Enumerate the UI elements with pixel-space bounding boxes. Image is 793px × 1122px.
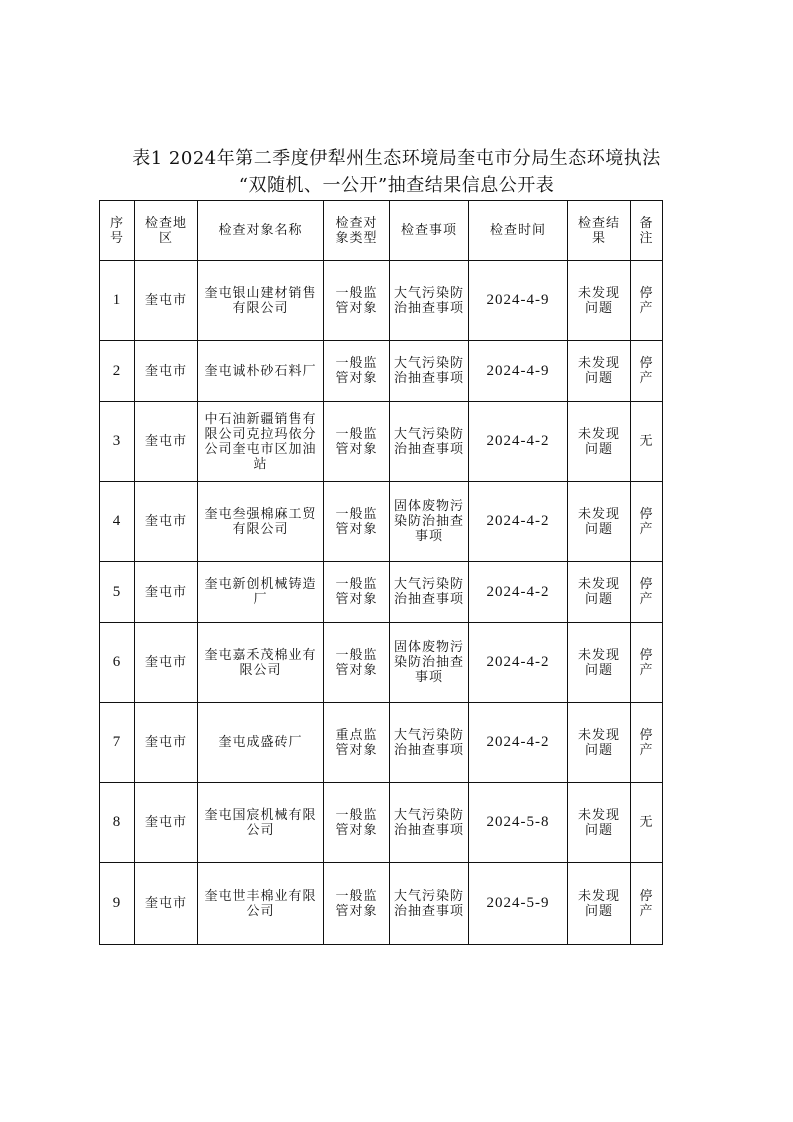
table-row: [100, 863, 663, 945]
table-row: [100, 623, 663, 703]
row-area: 奎屯市: [135, 261, 198, 341]
row-check-item: 固体废物污染防治抽查事项: [390, 482, 469, 562]
header-cell: 检查时间: [469, 201, 568, 261]
row-target-name: 奎屯世丰棉业有限公司: [198, 863, 324, 945]
row-target-name: 奎屯新创机械铸造厂: [198, 562, 324, 623]
row-check-date: 2024-4-2: [469, 623, 568, 703]
row-number: 4: [100, 482, 135, 562]
row-note: 停产: [631, 863, 663, 945]
table-row: [100, 482, 663, 562]
row-number: 8: [100, 783, 135, 863]
row-check-item: 大气污染防治抽查事项: [390, 562, 469, 623]
header-cell: 检查地区: [135, 201, 198, 261]
row-area: 奎屯市: [135, 482, 198, 562]
row-result: 未发现问题: [568, 863, 631, 945]
row-target-type: 一般监管对象: [324, 482, 390, 562]
table-row: [100, 562, 663, 623]
row-check-date: 2024-4-9: [469, 261, 568, 341]
row-target-type: 一般监管对象: [324, 261, 390, 341]
table-row: [100, 341, 663, 402]
row-note: 停产: [631, 341, 663, 402]
row-check-date: 2024-4-2: [469, 562, 568, 623]
results-table: [99, 200, 663, 945]
row-area: 奎屯市: [135, 623, 198, 703]
row-number: 5: [100, 562, 135, 623]
row-note: 停产: [631, 562, 663, 623]
row-check-date: 2024-5-9: [469, 863, 568, 945]
row-check-item: 大气污染防治抽查事项: [390, 783, 469, 863]
row-area: 奎屯市: [135, 341, 198, 402]
row-result: 未发现问题: [568, 402, 631, 482]
header-cell: 检查对象名称: [198, 201, 324, 261]
header-cell: 检查事项: [390, 201, 469, 261]
row-target-name: 奎屯国宸机械有限公司: [198, 783, 324, 863]
row-target-name: 奎屯诚朴砂石料厂: [198, 341, 324, 402]
row-result: 未发现问题: [568, 703, 631, 783]
row-result: 未发现问题: [568, 341, 631, 402]
row-number: 7: [100, 703, 135, 783]
document-title: 表1 2024年第二季度伊犁州生态环境局奎屯市分局生态环境执法: [132, 148, 661, 169]
row-check-item: 固体废物污染防治抽查事项: [390, 623, 469, 703]
row-note: 停产: [631, 703, 663, 783]
row-target-type: 一般监管对象: [324, 402, 390, 482]
document-subtitle: “双随机、一公开”抽查结果信息公开表: [238, 175, 555, 196]
row-area: 奎屯市: [135, 402, 198, 482]
row-result: 未发现问题: [568, 623, 631, 703]
header-cell: 检查对象类型: [324, 201, 390, 261]
header-cell: 序号: [100, 201, 135, 261]
row-target-name: 奎屯银山建材销售有限公司: [198, 261, 324, 341]
row-check-date: 2024-4-2: [469, 482, 568, 562]
row-check-item: 大气污染防治抽查事项: [390, 863, 469, 945]
row-number: 1: [100, 261, 135, 341]
row-area: 奎屯市: [135, 863, 198, 945]
row-note: 停产: [631, 623, 663, 703]
row-target-type: 重点监管对象: [324, 703, 390, 783]
row-target-type: 一般监管对象: [324, 863, 390, 945]
row-note: 停产: [631, 261, 663, 341]
row-number: 3: [100, 402, 135, 482]
row-target-type: 一般监管对象: [324, 562, 390, 623]
row-check-item: 大气污染防治抽查事项: [390, 341, 469, 402]
row-area: 奎屯市: [135, 703, 198, 783]
row-check-item: 大气污染防治抽查事项: [390, 703, 469, 783]
row-target-type: 一般监管对象: [324, 341, 390, 402]
table-row: [100, 783, 663, 863]
row-check-date: 2024-4-2: [469, 402, 568, 482]
row-result: 未发现问题: [568, 562, 631, 623]
row-check-date: 2024-4-9: [469, 341, 568, 402]
row-target-type: 一般监管对象: [324, 623, 390, 703]
table-header-row: [100, 201, 663, 261]
header-cell: 备注: [631, 201, 663, 261]
row-check-item: 大气污染防治抽查事项: [390, 402, 469, 482]
row-note: 无: [631, 402, 663, 482]
row-result: 未发现问题: [568, 482, 631, 562]
row-area: 奎屯市: [135, 562, 198, 623]
row-check-item: 大气污染防治抽查事项: [390, 261, 469, 341]
table-row: [100, 703, 663, 783]
row-target-name: 奎屯嘉禾茂棉业有限公司: [198, 623, 324, 703]
row-target-name: 奎屯成盛砖厂: [198, 703, 324, 783]
row-target-name: 奎屯叁强棉麻工贸有限公司: [198, 482, 324, 562]
row-result: 未发现问题: [568, 261, 631, 341]
row-note: 停产: [631, 482, 663, 562]
row-check-date: 2024-5-8: [469, 783, 568, 863]
row-area: 奎屯市: [135, 783, 198, 863]
row-number: 6: [100, 623, 135, 703]
row-target-name: 中石油新疆销售有限公司克拉玛依分公司奎屯市区加油站: [198, 402, 324, 482]
table-row: [100, 402, 663, 482]
row-check-date: 2024-4-2: [469, 703, 568, 783]
row-note: 无: [631, 783, 663, 863]
row-number: 9: [100, 863, 135, 945]
table-row: [100, 261, 663, 341]
row-target-type: 一般监管对象: [324, 783, 390, 863]
row-result: 未发现问题: [568, 783, 631, 863]
header-cell: 检查结果: [568, 201, 631, 261]
row-number: 2: [100, 341, 135, 402]
